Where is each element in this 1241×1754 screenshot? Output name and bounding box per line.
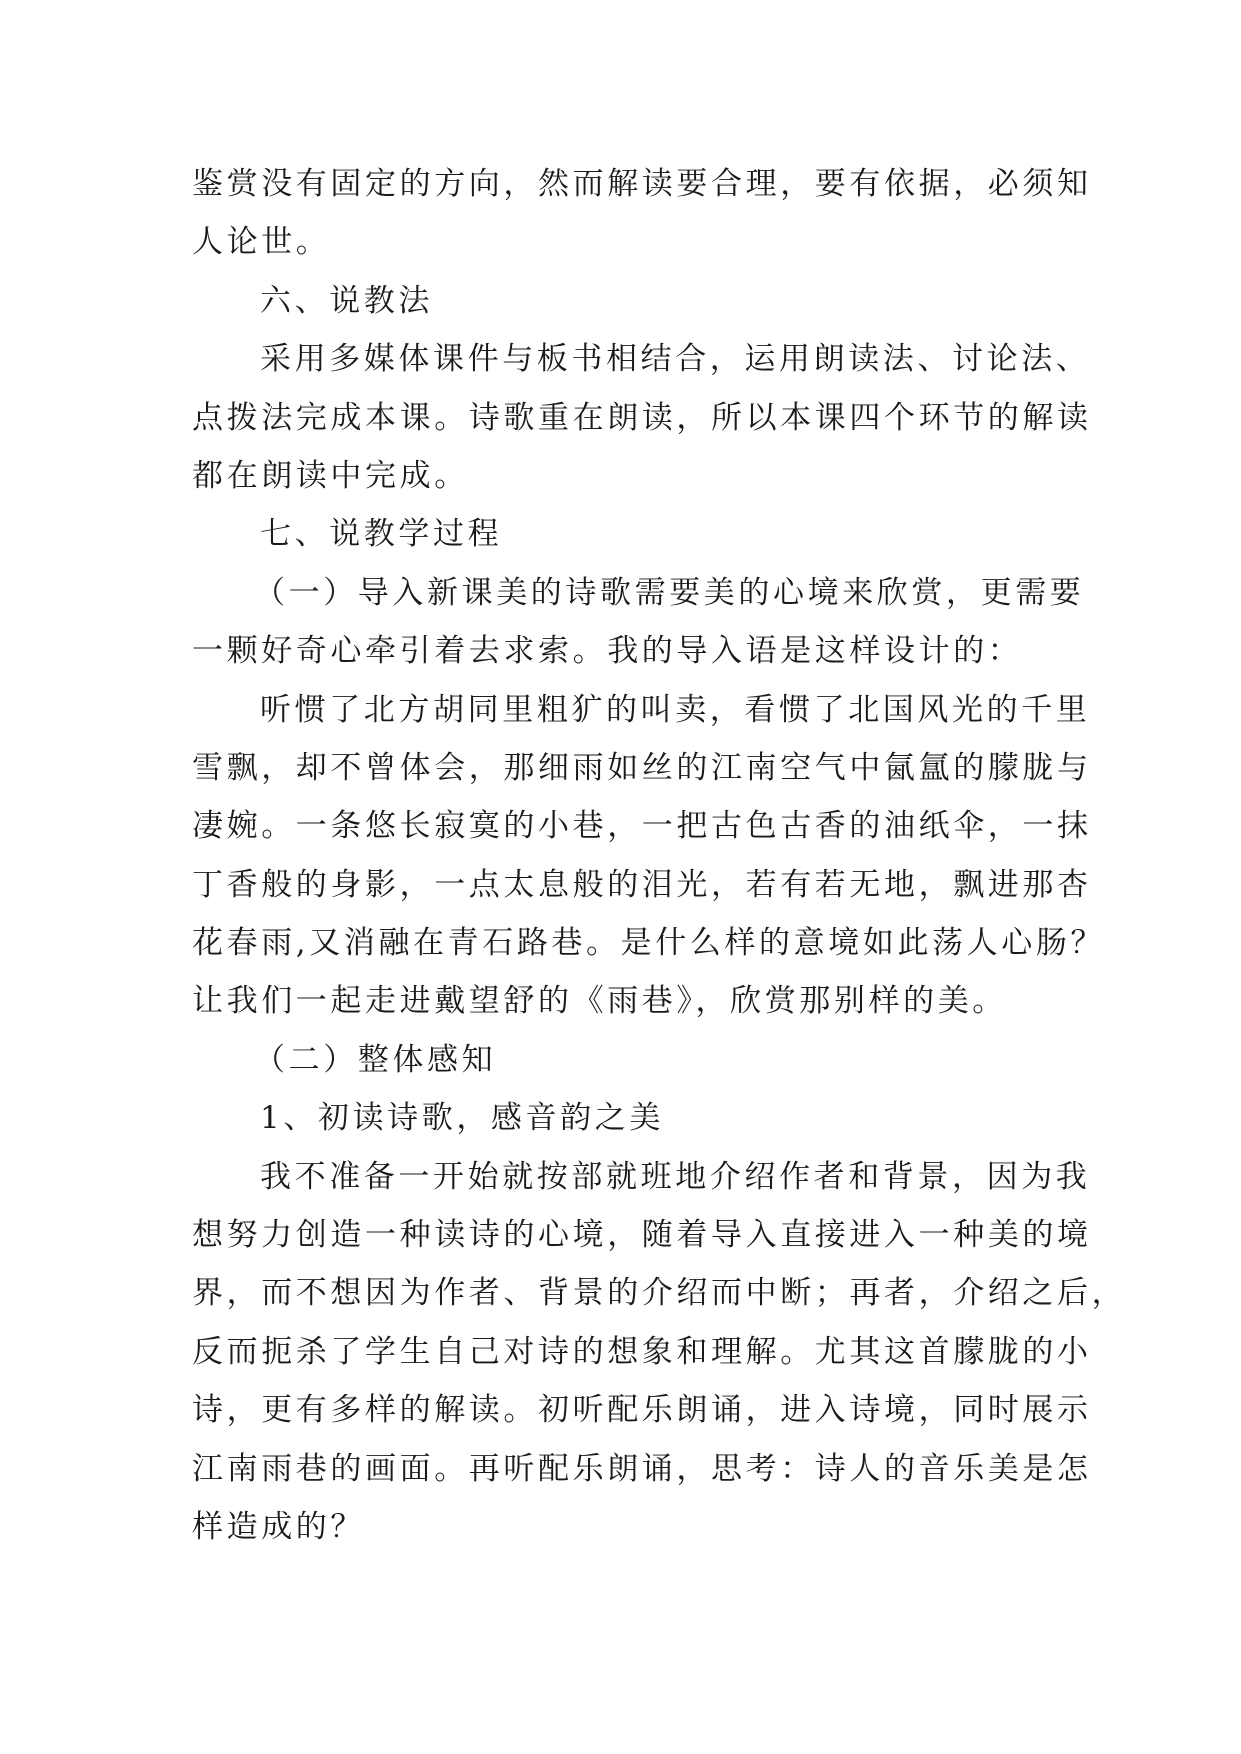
- subsection-heading: （二）整体感知: [254, 1041, 497, 1078]
- body-line: 诗，更有多样的解读。初听配乐朗诵，进入诗境，同时展示: [192, 1392, 1092, 1429]
- body-line: 人论世。: [192, 224, 331, 261]
- body-line: 样造成的？: [192, 1508, 365, 1545]
- paragraph-start: （一）导入新课美的诗歌需要美的心境来欣赏，更需要: [254, 574, 1085, 611]
- body-line: 反而扼杀了学生自己对诗的想象和理解。尤其这首朦胧的小: [192, 1333, 1092, 1370]
- body-line: 界，而不想因为作者、背景的介绍而中断；再者，介绍之后，: [192, 1275, 1127, 1312]
- body-line: 想努力创造一种读诗的心境，随着导入直接进入一种美的境: [192, 1217, 1092, 1254]
- body-line: 一颗好奇心牵引着去求索。我的导入语是这样设计的：: [192, 633, 1023, 670]
- subsection-heading: 1、初读诗歌，感音韵之美: [260, 1100, 664, 1137]
- paragraph-start: 我不准备一开始就按部就班地介绍作者和背景，因为我: [260, 1158, 1091, 1195]
- body-line: 都在朗读中完成。: [192, 457, 469, 494]
- section-heading: 六、说教法: [260, 282, 433, 319]
- document-page: [192, 155, 1127, 1556]
- body-line: 江南雨巷的画面。再听配乐朗诵，思考：诗人的音乐美是怎: [192, 1450, 1092, 1487]
- body-line: 花春雨,又消融在青石路巷。是什么样的意境如此荡人心肠？: [192, 925, 1106, 962]
- section-heading: 七、说教学过程: [260, 516, 503, 553]
- paragraph-start: 听惯了北方胡同里粗犷的叫卖，看惯了北国风光的千里: [260, 691, 1091, 728]
- body-line: 雪飘，却不曾体会，那细雨如丝的江南空气中氤氲的朦胧与: [192, 749, 1092, 786]
- body-line: 凄婉。一条悠长寂寞的小巷，一把古色古香的油纸伞，一抹: [192, 808, 1092, 845]
- body-line: 让我们一起走进戴望舒的《雨巷》，欣赏那别样的美。: [192, 983, 1007, 1020]
- body-line: 鉴赏没有固定的方向，然而解读要合理，要有依据，必须知: [192, 166, 1092, 202]
- body-line: 点拨法完成本课。诗歌重在朗读，所以本课四个环节的解读: [192, 399, 1092, 436]
- body-line: 丁香般的身影，一点太息般的泪光，若有若无地，飘进那杏: [192, 866, 1092, 903]
- paragraph-start: 采用多媒体课件与板书相结合，运用朗读法、讨论法、: [260, 341, 1091, 378]
